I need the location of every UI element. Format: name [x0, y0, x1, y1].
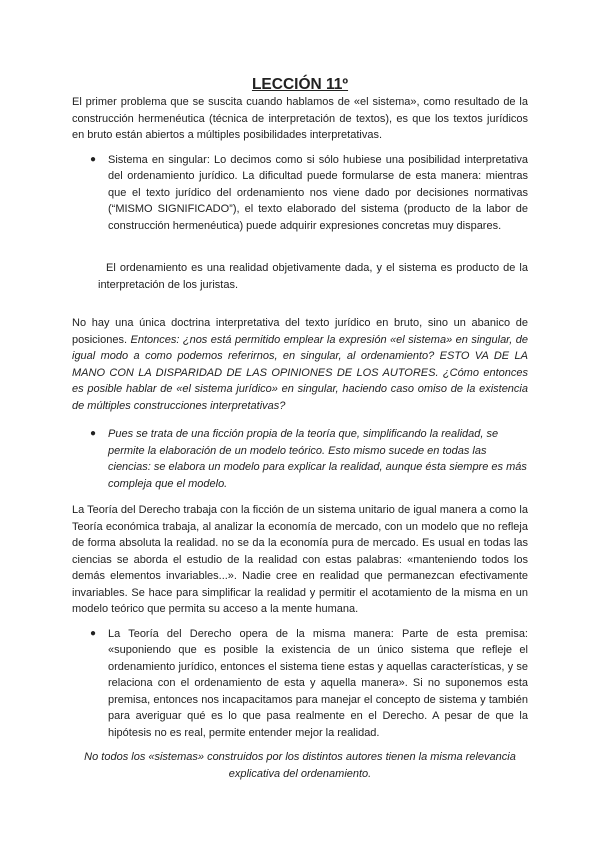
- bullet-sistema-singular: Sistema en singular: Lo decimos como si sólo hubiese una posibilidad interpretativa del ordenamiento jurídico. La dificultad puede formularse de esta manera: mientras que el texto jurídico del ordenamiento nos viene dado por decisiones normativas (“MISMO SIGNIFICADO”), el texto elaborado del sistema (producto de la labor de construcción hermenéutica) puede adquirir expresiones concretas muy dispares.: [108, 153, 528, 232]
- doctrina-text: No hay una única doctrina interpretativa del texto jurídico en bruto, sino un abanico de posiciones.: [72, 317, 528, 346]
- closing-note: No todos los «sistemas» construidos por los distintos autores tienen la misma relevancia explicativa del ordenamiento.: [84, 751, 516, 780]
- bullet-icon: ●: [90, 153, 97, 165]
- doctrina-question: Entonces: ¿nos está permitido emplear la expresión «el sistema» en singular, de igual modo a como podemos referirnos, en singular, al ordenamiento? ESTO VA DE LA MANO CON LA DISPARIDAD DE LAS OPINIONES DE LOS AUTORES. ¿Cómo entonces es posible hablar de «el sistema jurídico» en singular, haciendo caso omiso de la existencia de múltiples construcciones interpretativas?: [72, 333, 528, 412]
- paragraph-intro: El primer problema que se suscita cuando hablamos de «el sistema», como resultado de la construcción hermenéutica (técnica de interpretación de textos), es que los textos jurídicos en bruto están abiertos a múltiples posibilidades interpretativas.: [72, 96, 528, 141]
- paragraph-ordenamiento: El ordenamiento es una realidad objetivamente dada, y el sistema es producto de la interpretación de los juristas.: [98, 262, 528, 291]
- paragraph-doctrina: [72, 315, 528, 414]
- bullet-icon: ●: [90, 428, 97, 439]
- paragraph-teoria-derecho: La Teoría del Derecho trabaja con la ficción de un sistema unitario de igual manera a como la Teoría económica trabaja, al analizar la economía de mercado, con un modelo que no refleja de forma absoluta la realidad. no se da la economía pura de mercado. Es usual en todas las ciencias se aborda el estudio de la realidad con estas palabras: «manteniendo todos los demás elementos invariables...». Nadie cree en realidad que permanezcan efectivamente invariables. Se hace para simplificar la realidad y permitir el acotamiento de la misma en un modelo teórico que permita su acceso a la mente humana.: [72, 504, 528, 615]
- bullet-icon: ●: [90, 627, 97, 639]
- bullet-ficcion: Pues se trata de una ficción propia de la teoría que, simplificando la realidad, se permite la elaboración de un modelo teórico. Esto mismo sucede en todas las ciencias: se elabora un modelo para explicar la realidad, aunque ésta siempre es más compleja que el modelo.: [108, 428, 527, 490]
- bullet-item: [72, 152, 528, 235]
- lesson-title: LECCIÓN 11º: [251, 76, 349, 93]
- bullet-item: [72, 426, 528, 492]
- bullet-item: [72, 626, 528, 742]
- bullet-premisa: La Teoría del Derecho opera de la misma manera: Parte de esta premisa: «suponiendo que es posible la existencia de un único sistema que refleje el ordenamiento jurídico, entonces el sistema tiene estas y aquellas características, y se relaciona con el ordenamiento de esta y aquella manera». Si no suponemos esta premisa, entonces nos incapacitamos para manejar el concepto de sistema y también para averiguar qué es lo que pasa realmente en el Derecho. A pesar de que la hipótesis no es real, permite entender mejor la realidad.: [108, 627, 528, 739]
